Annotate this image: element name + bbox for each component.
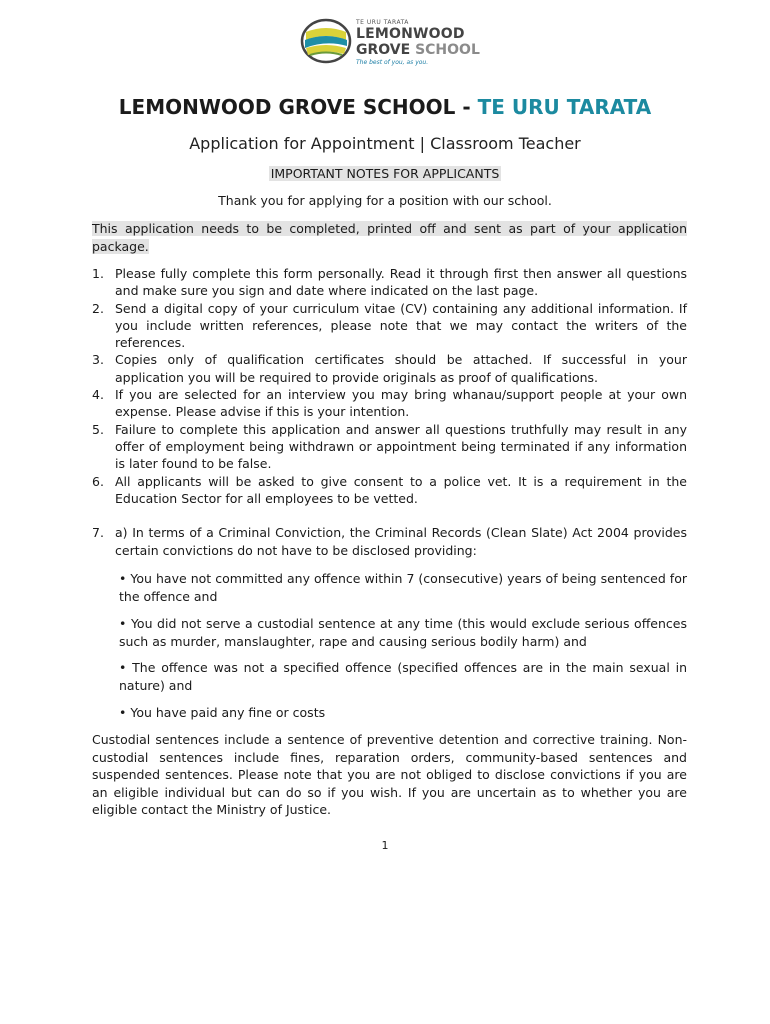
logo-small-text: TE URU TARATA (356, 19, 409, 26)
list-item-number: 7. (92, 525, 104, 540)
list-item-number: 4. (92, 387, 104, 403)
list-item (92, 265, 687, 300)
school-crest-icon (300, 18, 352, 64)
title-main: LEMONWOOD GROVE SCHOOL - (118, 95, 478, 119)
thanks-line: Thank you for applying for a position with our school. (218, 193, 552, 208)
page-subtitle: Application for Appointment | Classroom Teacher (189, 134, 581, 153)
list-item-text: Please fully complete this form personally. Read it through first then answer all questions and make sure you sign and date where indicated on the last page. (115, 266, 687, 299)
school-logo (300, 16, 490, 68)
notes-heading-text: IMPORTANT NOTES FOR APPLICANTS (270, 166, 500, 181)
lead-paragraph (92, 220, 687, 255)
logo-line-2b: SCHOOL (415, 42, 480, 58)
list-item-text: Send a digital copy of your curriculum vitae (CV) containing any additional information. If you include written references, please note that we may contact the writers of the references. (115, 300, 687, 351)
list-item (92, 473, 687, 508)
logo-tagline: The best of you, as you. (356, 59, 429, 66)
lead-text: This application needs to be completed, printed off and sent as part of your application package. (92, 221, 687, 254)
bullet-item: • You did not serve a custodial sentence at any time (this would exclude serious offences such as murder, manslaughter, rape and causing serious bodily harm) and (119, 616, 687, 649)
page-title (0, 95, 770, 119)
list-item-text: Failure to complete this application and answer all questions truthfully may result in any offer of employment being withdrawn or appointment being terminated if any information is later found to be false. (115, 421, 687, 472)
logo-line-1: LEMONWOOD (356, 26, 465, 42)
list-item (92, 351, 687, 386)
closing-paragraph: Custodial sentences include a sentence of preventive detention and corrective training. Non-custodial sentences include fines, reparation orders, community-based sentences and suspended sentences. Please note that you are not obliged to disclose convictions if you are an eligible individual but can do so if you wish. If you are uncertain as to whether you are eligible contact the Ministry of Justice. (92, 732, 687, 817)
list-item-number: 5. (92, 421, 104, 437)
bullet-item: • You have not committed any offence within 7 (consecutive) years of being sentenced for the offence and (119, 571, 687, 604)
list-item-number: 2. (92, 300, 104, 316)
list-item-text: All applicants will be asked to give consent to a police vet. It is a requirement in the Education Sector for all employees to be vetted. (115, 473, 687, 506)
list-item-7 (92, 524, 687, 559)
list-item-number: 3. (92, 352, 104, 368)
page-number: 1 (381, 839, 389, 852)
list-item-text: If you are selected for an interview you may bring whanau/support people at your own expense. Please advise if this is your intention. (115, 387, 687, 420)
logo-line-2 (356, 42, 480, 58)
title-accent: TE URU TARATA (477, 95, 652, 119)
bullet-item: • The offence was not a specified offence (specified offences are in the main sexual in nature) and (119, 660, 687, 693)
logo-line-2a: GROVE (356, 42, 411, 58)
list-item-number: 1. (92, 266, 104, 281)
list-item-text: Copies only of qualification certificates should be attached. If successful in your application you will be required to provide originals as proof of qualifications. (115, 352, 687, 385)
instructions-list (92, 265, 687, 507)
notes-heading (0, 166, 770, 181)
list-item-text: a) In terms of a Criminal Conviction, the Criminal Records (Clean Slate) Act 2004 provides certain convictions do not have to be disclosed providing: (115, 525, 687, 558)
list-item-number: 6. (92, 473, 104, 489)
bullet-item: • You have paid any fine or costs (119, 705, 326, 720)
list-item (92, 300, 687, 352)
list-item (92, 386, 687, 421)
list-item (92, 421, 687, 473)
